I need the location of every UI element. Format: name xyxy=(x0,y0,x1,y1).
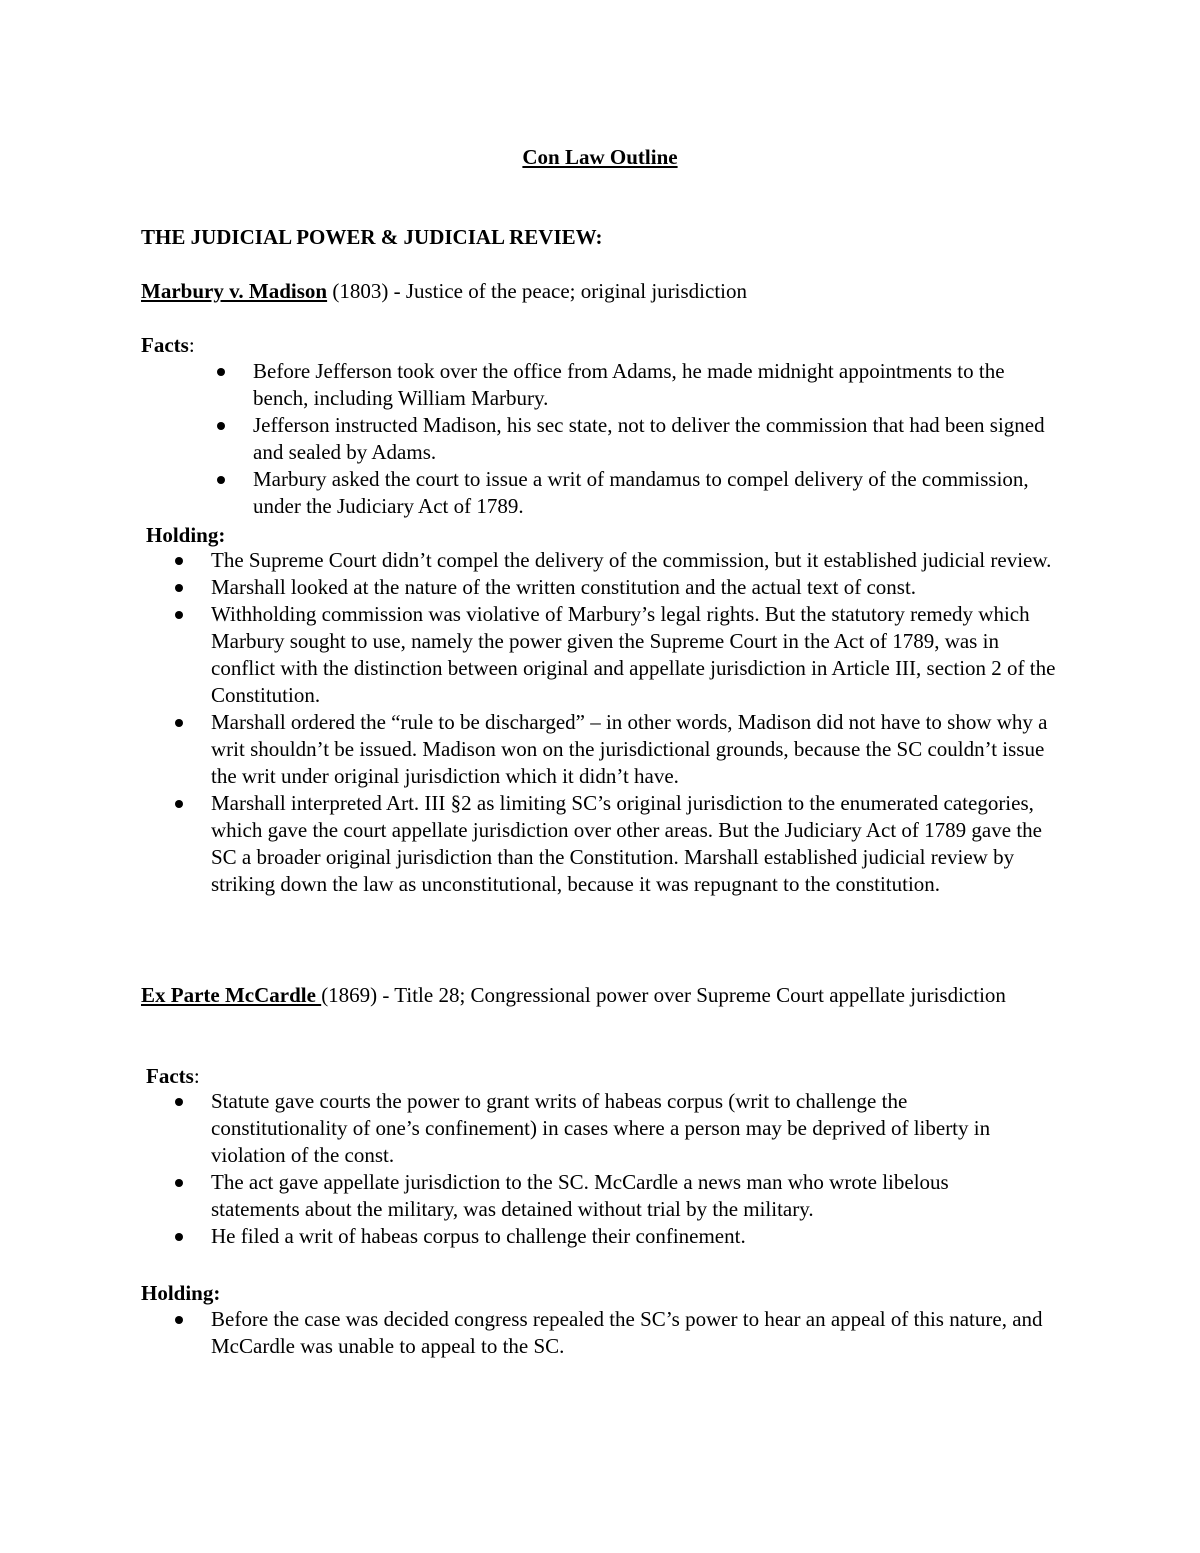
list-item-text: Marbury asked the court to issue a writ of mandamus to compel delivery of the commission, under the Judiciary Act of 1789. xyxy=(253,467,1029,518)
bullet-icon xyxy=(175,1233,183,1241)
list-item xyxy=(253,412,1053,466)
case-header-mccardle xyxy=(141,982,1071,1009)
case-summary: (1803) - Justice of the peace; original jurisdiction xyxy=(327,279,747,303)
holding-label-mccardle: Holding: xyxy=(141,1281,221,1305)
facts-colon: : xyxy=(188,333,195,357)
bullet-icon xyxy=(175,800,183,808)
list-item-text: Marshall looked at the nature of the written constitution and the actual text of const. xyxy=(211,575,917,599)
bullet-icon xyxy=(175,584,183,592)
facts-label: Facts xyxy=(141,333,189,357)
facts-label-mccardle xyxy=(146,1063,1076,1090)
bullet-icon xyxy=(175,1179,183,1187)
list-item-text: Statute gave courts the power to grant writs of habeas corpus (writ to challenge the constitutionality of one’s confinement) in cases where a person may be deprived of liberty in violation of the const. xyxy=(211,1089,991,1167)
list-item xyxy=(253,466,1053,520)
case-summary: (1869) - Title 28; Congressional power over Supreme Court appellate jurisdiction xyxy=(321,983,1006,1007)
document-title: Con Law Outline xyxy=(522,145,678,169)
list-item-text: He filed a writ of habeas corpus to challenge their confinement. xyxy=(211,1224,746,1248)
list-item xyxy=(253,358,1053,412)
bullet-icon xyxy=(175,557,183,565)
bullet-icon xyxy=(175,1316,183,1324)
list-item xyxy=(211,709,1061,790)
holding-list-marbury xyxy=(211,547,1061,898)
bullet-icon xyxy=(175,1098,183,1106)
list-item-text: The act gave appellate jurisdiction to the SC. McCardle a news man who wrote libelous statements about the military, was detained without trial by the military. xyxy=(211,1170,949,1221)
bullet-icon xyxy=(175,719,183,727)
list-item xyxy=(211,790,1061,898)
bullet-icon xyxy=(217,422,225,430)
facts-label: Facts xyxy=(146,1064,194,1088)
list-item-text: The Supreme Court didn’t compel the delivery of the commission, but it established judicial review. xyxy=(211,548,1052,572)
facts-label-marbury xyxy=(141,332,1071,359)
list-item xyxy=(211,601,1061,709)
list-item xyxy=(211,574,1061,601)
list-item xyxy=(211,1306,1051,1360)
facts-colon: : xyxy=(193,1064,200,1088)
facts-list-mccardle xyxy=(211,1088,1021,1250)
list-item-text: Jefferson instructed Madison, his sec state, not to deliver the commission that had been signed and sealed by Adams. xyxy=(253,413,1045,464)
bullet-icon xyxy=(217,476,225,484)
case-name: Ex Parte McCardle xyxy=(141,983,322,1007)
list-item-text: Before Jefferson took over the office from Adams, he made midnight appointments to the bench, including William Marbury. xyxy=(253,359,1005,410)
list-item-text: Before the case was decided congress repealed the SC’s power to hear an appeal of this nature, and McCardle was unable to appeal to the SC. xyxy=(211,1307,1043,1358)
holding-list-mccardle xyxy=(211,1306,1051,1360)
list-item xyxy=(211,1088,1021,1169)
holding-label-marbury: Holding: xyxy=(146,523,226,547)
bullet-icon xyxy=(217,368,225,376)
bullet-icon xyxy=(175,611,183,619)
list-item-text: Marshall interpreted Art. III §2 as limiting SC’s original jurisdiction to the enumerated categories, which gave the court appellate jurisdiction over other areas. But the Judiciary Act of 1789 gave the SC a broader original jurisdiction than the Constitution. Marshall established judicial review by striking down the law as unconstitutional, because it was repugnant to the constitution. xyxy=(211,791,1042,896)
list-item xyxy=(211,1169,1021,1223)
case-name: Marbury v. Madison xyxy=(141,279,328,303)
list-item-text: Withholding commission was violative of Marbury’s legal rights. But the statutory remedy which Marbury sought to use, namely the power given the Supreme Court in the Act of 1789, was in conflict with the distinction between original and appellate jurisdiction in Article III, section 2 of the Constitution. xyxy=(211,602,1056,707)
facts-list-marbury xyxy=(253,358,1053,520)
case-header-marbury xyxy=(141,278,1071,305)
list-item-text: Marshall ordered the “rule to be discharged” – in other words, Madison did not have to show why a writ shouldn’t be issued. Madison won on the jurisdictional grounds, because the SC couldn’t issue the writ under original jurisdiction which it didn’t have. xyxy=(211,710,1048,788)
list-item xyxy=(211,1223,1021,1250)
section-heading: THE JUDICIAL POWER & JUDICIAL REVIEW: xyxy=(141,225,603,249)
list-item xyxy=(211,547,1061,574)
